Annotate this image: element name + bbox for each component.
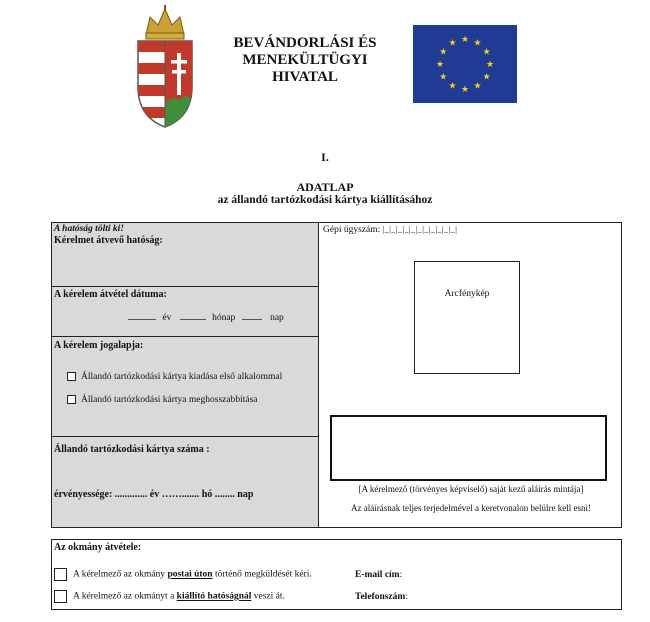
checkbox-icon[interactable] xyxy=(54,568,67,581)
legal-basis-label: A kérelem jogalapja: xyxy=(54,340,144,351)
eu-star-icon: ★ xyxy=(482,72,491,83)
photo-box xyxy=(414,261,520,374)
row-divider xyxy=(51,286,319,287)
coat-of-arms-icon xyxy=(132,5,198,130)
photo-label: Arcfénykép xyxy=(444,289,490,299)
row-divider xyxy=(51,336,319,337)
delivery-option-office[interactable] xyxy=(54,590,285,603)
eu-star-icon: ★ xyxy=(485,60,495,70)
month-blank[interactable] xyxy=(180,319,206,320)
card-number-label: Állandó tartózkodási kártya száma : xyxy=(54,444,210,455)
office-text-post: veszi át. xyxy=(251,591,285,602)
org-line-2: MENEKÜLTÜGYI xyxy=(242,52,368,68)
year-suffix: év xyxy=(162,313,172,323)
eu-star-icon: ★ xyxy=(482,47,491,58)
month-suffix: hónap xyxy=(212,313,236,323)
row-divider xyxy=(51,436,319,437)
post-text-post: történő megküldését kéri. xyxy=(212,569,312,580)
organization-name xyxy=(225,35,385,86)
phone-field[interactable] xyxy=(355,592,408,602)
post-text-underlined: postai úton xyxy=(167,569,213,580)
post-text-pre: A kérelmező az okmány xyxy=(73,569,168,580)
email-label: E-mail cím xyxy=(355,570,400,580)
phone-label: Telefonszám xyxy=(355,592,406,602)
delivery-option-post[interactable] xyxy=(54,568,312,581)
delivery-label: Az okmány átvétele: xyxy=(54,542,142,553)
column-divider xyxy=(318,222,319,528)
case-number-label: Gépi ügyszám: xyxy=(323,225,381,235)
option-first-issue[interactable] xyxy=(67,372,282,382)
signature-note: Az aláírásnak teljes terjedelmével a keretvonalon belülre kell esni! xyxy=(351,503,591,513)
case-number-boxes[interactable]: |_|_|_|_|_|_|_|_|_|_|_| xyxy=(382,225,458,234)
checkbox-icon[interactable] xyxy=(54,590,67,603)
day-blank[interactable] xyxy=(242,319,262,320)
eu-star-icon: ★ xyxy=(439,47,448,58)
office-text-pre: A kérelmező az okmányt a xyxy=(73,591,177,602)
received-date-fields xyxy=(128,313,284,323)
option-first-issue-label: Állandó tartózkodási kártya kiadása első alkalommal xyxy=(81,372,283,382)
case-number xyxy=(323,225,457,235)
eu-flag-icon xyxy=(413,25,517,103)
eu-star-icon: ★ xyxy=(460,85,470,95)
org-line-3: HIVATAL xyxy=(272,69,338,85)
receiving-authority-label: Kérelmet átvevő hatóság: xyxy=(54,235,163,246)
authority-note: A hatóság tölti ki! xyxy=(54,224,124,234)
section-number: I. xyxy=(321,150,329,164)
year-blank[interactable] xyxy=(128,319,156,320)
eu-star-icon: ★ xyxy=(448,81,457,92)
email-field[interactable] xyxy=(355,570,402,580)
org-line-1: BEVÁNDORLÁSI ÉS xyxy=(233,35,377,51)
checkbox-icon[interactable] xyxy=(67,395,76,404)
signature-caption: [A kérelmező (törvényes képviselő) saját kezű aláírás mintája] xyxy=(358,484,584,494)
checkbox-icon[interactable] xyxy=(67,372,76,381)
form-subtitle: az állandó tartózkodási kártya kiállításához xyxy=(217,194,433,206)
office-text-underlined: kiállító hatóságnál xyxy=(176,591,252,602)
eu-star-icon: ★ xyxy=(460,35,470,45)
form-title: ADATLAP xyxy=(296,180,354,194)
option-extension[interactable] xyxy=(67,395,258,405)
option-extension-label: Állandó tartózkodási kártya meghosszabbítása xyxy=(81,395,258,405)
phone-colon: : xyxy=(405,592,408,602)
eu-star-icon: ★ xyxy=(473,81,482,92)
eu-star-icon: ★ xyxy=(439,72,448,83)
eu-star-icon: ★ xyxy=(435,60,445,70)
eu-star-icon: ★ xyxy=(473,38,482,49)
received-date-label: A kérelem átvétel dátuma: xyxy=(54,289,167,300)
day-suffix: nap xyxy=(270,313,284,323)
validity-label: érvényessége: ............. év ……....... hó ........ nap xyxy=(54,489,254,500)
eu-star-icon: ★ xyxy=(448,38,457,49)
email-colon: : xyxy=(399,570,403,580)
signature-box[interactable] xyxy=(330,415,607,481)
